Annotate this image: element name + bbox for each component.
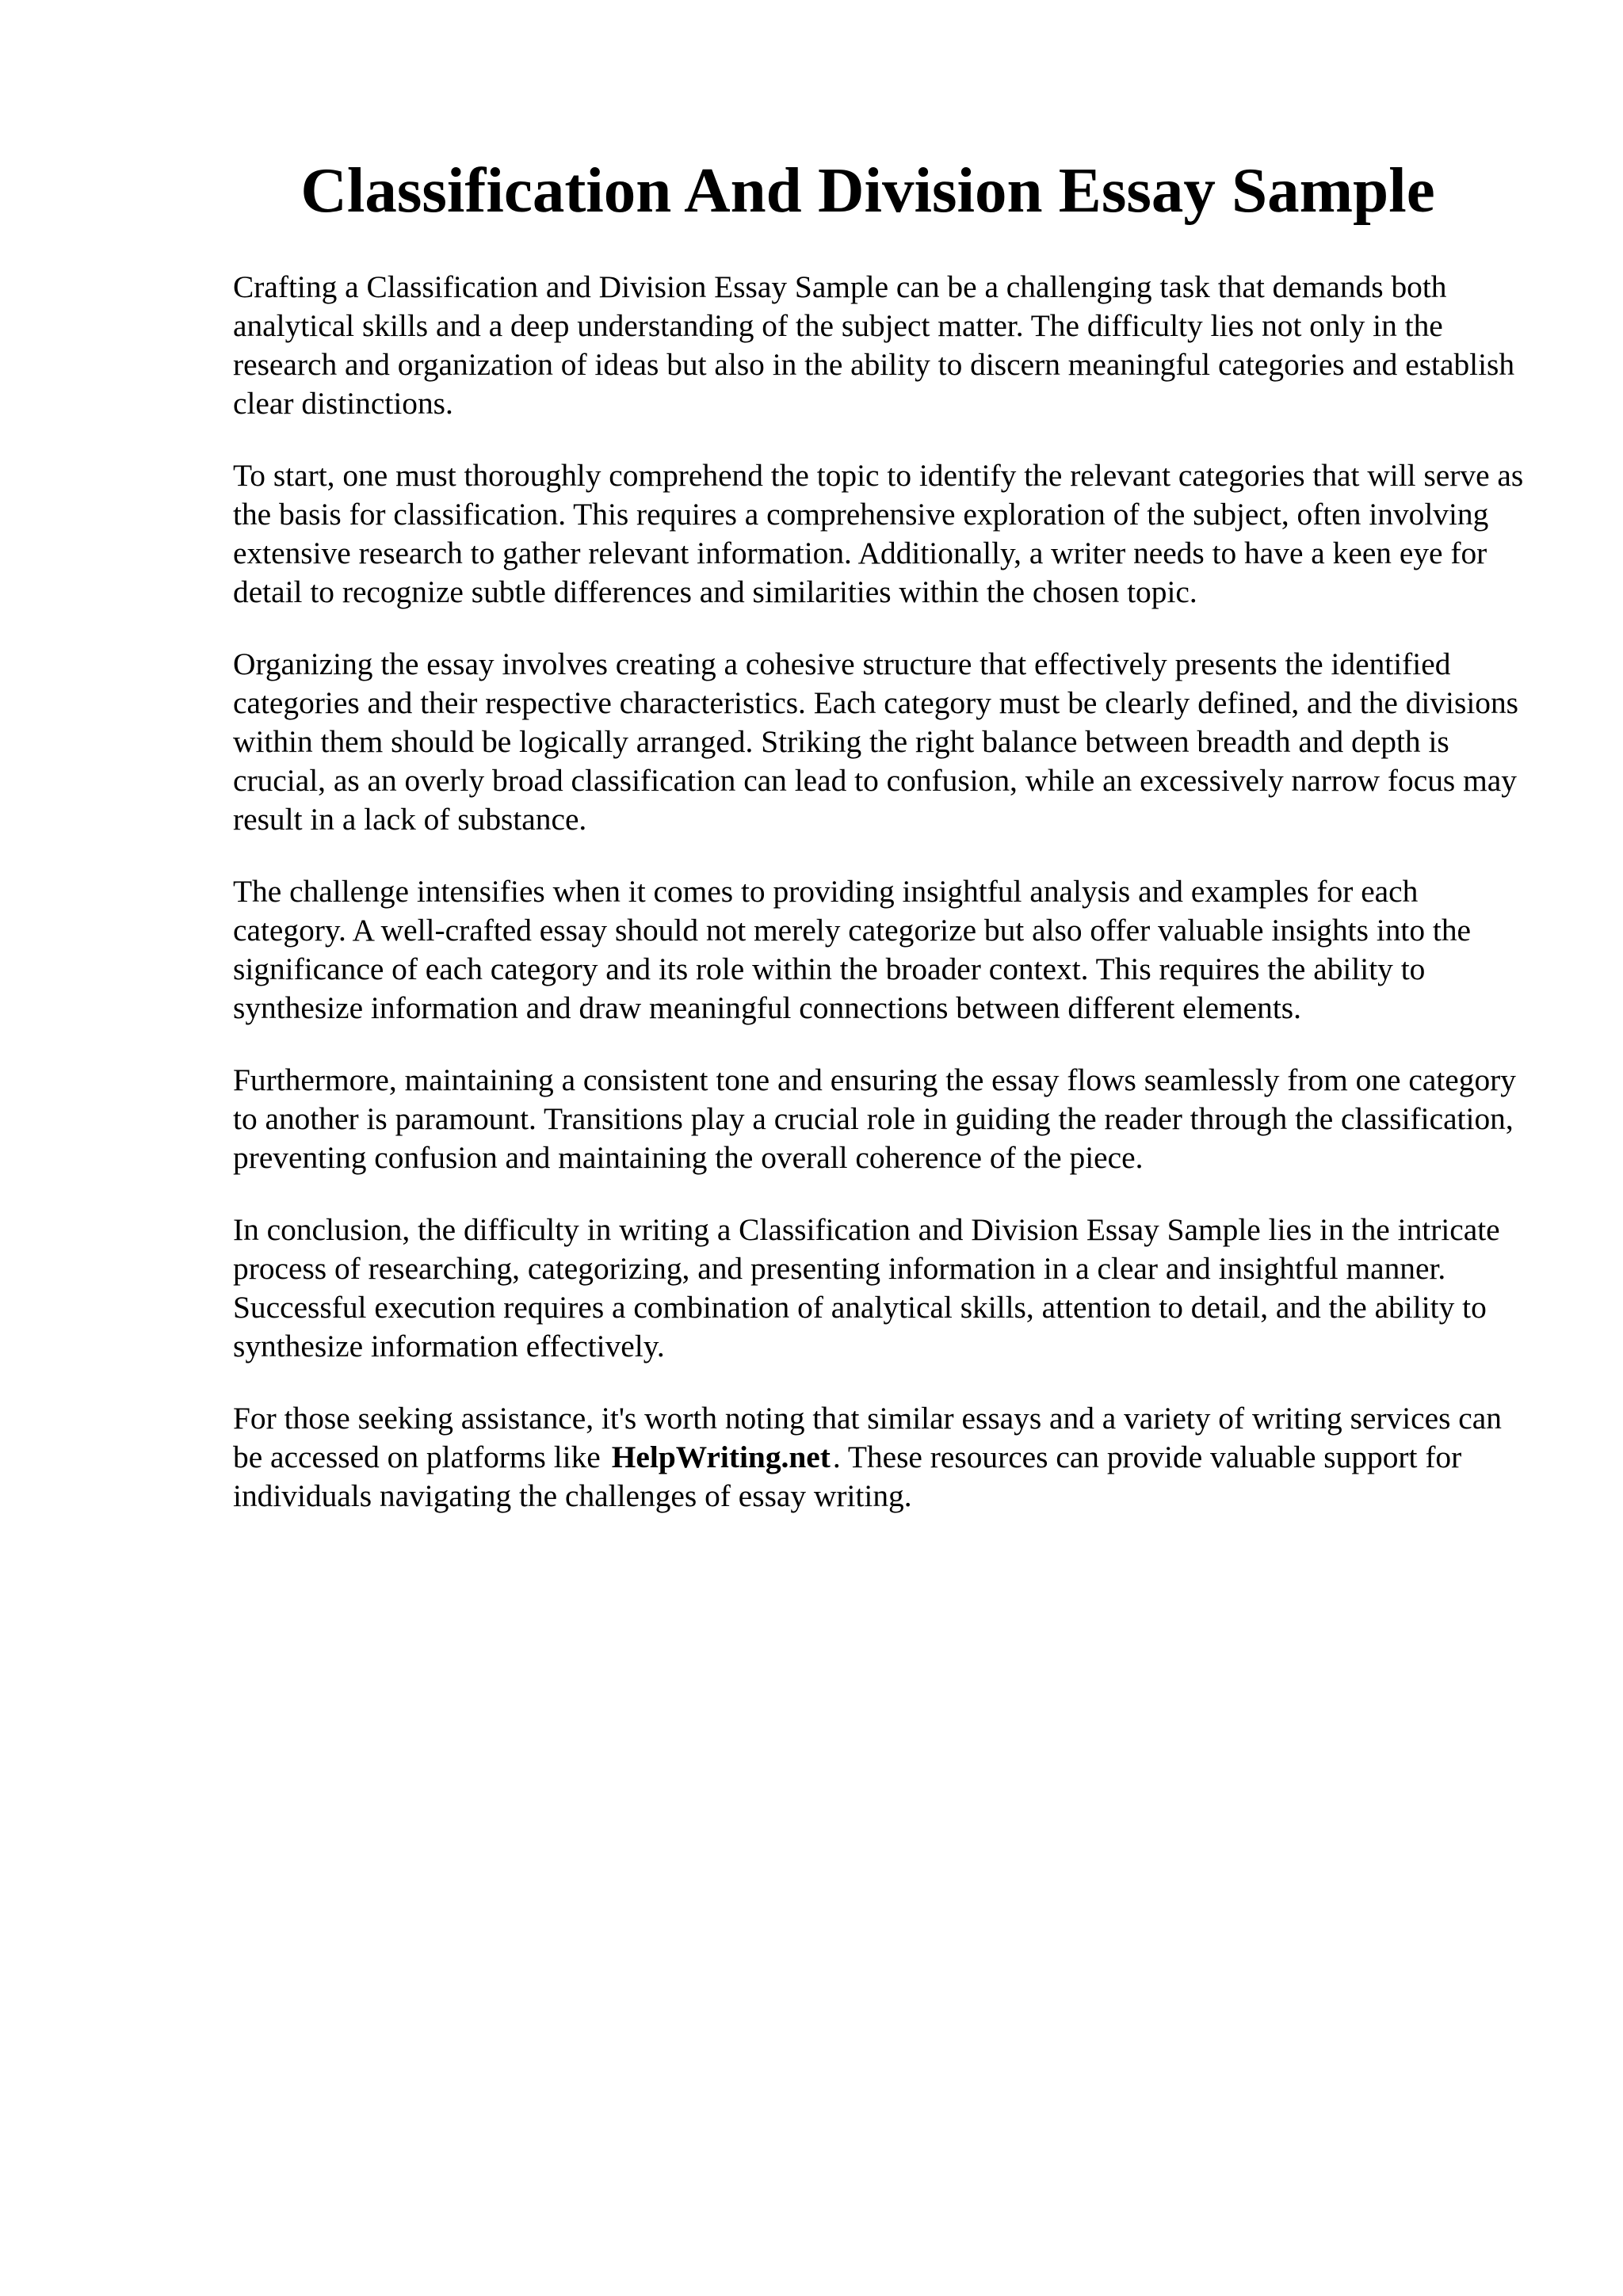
paragraph-closing <box>233 1399 1533 1516</box>
essay-body <box>233 268 1533 1549</box>
paragraph-intro: Crafting a Classification and Division Essay Sample can be a challenging task that demands both analytical skills and a deep understanding of the subject matter. The difficulty lies not only in the research and organization of ideas but also in the ability to discern meaningful categories and establish clear distinctions. <box>233 269 1515 421</box>
page-title: Classification And Division Essay Sample <box>300 154 1435 226</box>
paragraph-analysis-challenge: The challenge intensifies when it comes to providing insightful analysis and examples for each category. A well-crafted essay should not merely categorize but also offer valuable insights into the significance of each category and its role within the broader context. This requires the ability to synthesize information and draw meaningful connections between different elements. <box>233 874 1472 1025</box>
paragraph-conclusion: In conclusion, the difficulty in writing a Classification and Division Essay Sample lies in the intricate process of researching, categorizing, and presenting information in a clear and insightful manner. Successful execution requires a combination of analytical skills, attention to detail, and the ability to synthesize information effectively. <box>233 1212 1500 1363</box>
closing-text-before-link: For those seeking assistance, it's worth noting that similar essays and a variety of writing services can be accessed on platforms like <box>233 1401 1502 1474</box>
paragraph-topic-comprehension: To start, one must thoroughly comprehend the topic to identify the relevant categories that will serve as the basis for classification. This requires a comprehensive exploration of the subject, often involving extensive research to gather relevant information. Additionally, a writer needs to have a keen eye for detail to recognize subtle differences and similarities within the chosen topic. <box>233 458 1524 609</box>
paragraph-organization: Organizing the essay involves creating a cohesive structure that effectively presents the identified categories and their respective characteristics. Each category must be clearly defined, and the divisions within them should be logically arranged. Striking the right balance between breadth and depth is crucial, as an overly broad classification can lead to confusion, while an excessively narrow focus may result in a lack of substance. <box>233 646 1518 837</box>
paragraph-transitions: Furthermore, maintaining a consistent tone and ensuring the essay flows seamlessly from one category to another is paramount. Transitions play a crucial role in guiding the reader through the classification, preventing confusion and maintaining the overall coherence of the piece. <box>233 1062 1516 1175</box>
closing-text-after-link: . These resources can provide valuable support for individuals navigating the challenges of essay writing. <box>233 1440 1462 1513</box>
helpwriting-link[interactable]: HelpWriting.net <box>611 1440 831 1474</box>
